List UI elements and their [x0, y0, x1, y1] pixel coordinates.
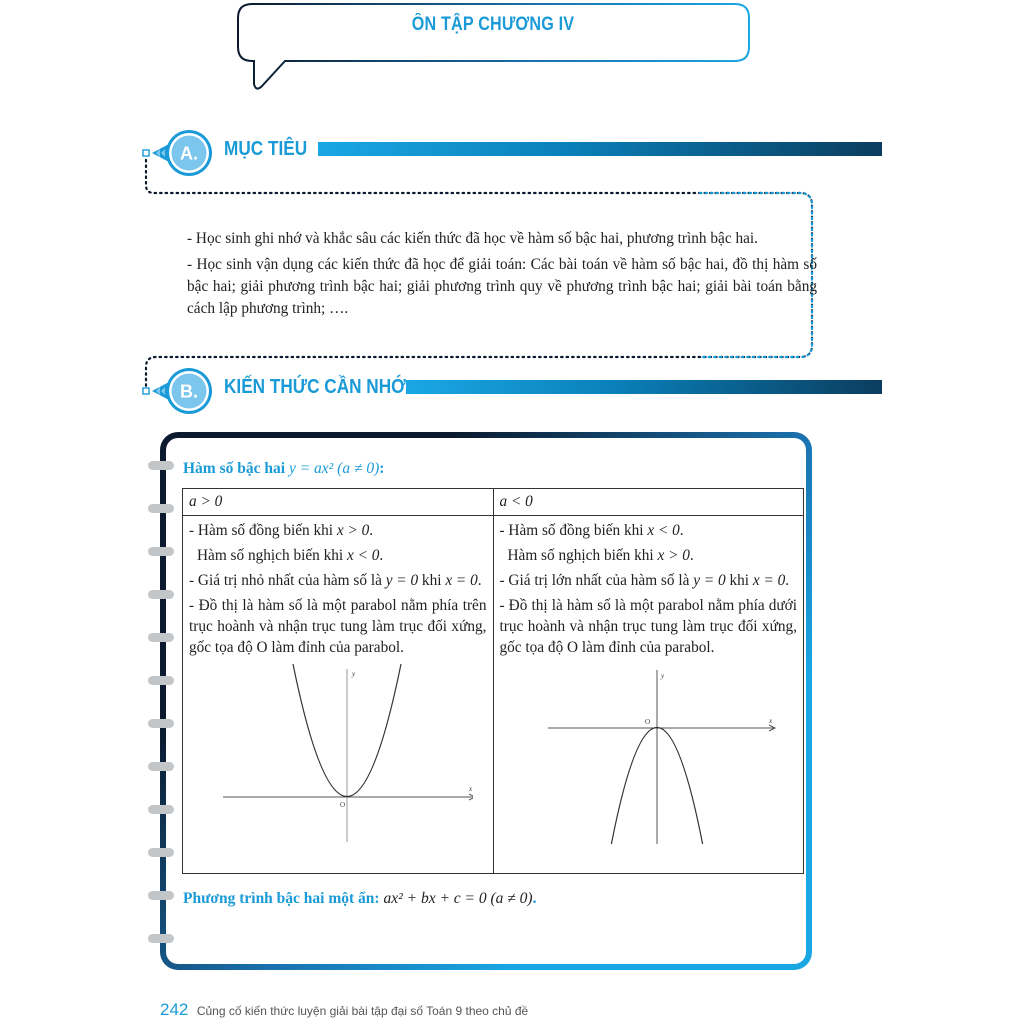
page-footer [160, 1000, 528, 1020]
quadratic-equation-line: Phương trình bậc hai một ẩn: ax² + bx + c = 0 (a ≠ 0). [183, 890, 537, 907]
function-formula: y = ax² (a ≠ 0) [288, 460, 380, 477]
section-b-title: KIẾN THỨC CẦN NHỚ [224, 376, 406, 398]
ring-icon [148, 504, 174, 513]
svg-text:O: O [645, 718, 651, 726]
quadratic-properties-table [182, 488, 804, 874]
column-a-positive: - Hàm số đồng biến khi x > 0. Hàm số nghịch biến khi x < 0. - Giá trị nhỏ nhất của hàm số là y = 0 khi x = 0. - Đồ thị là hàm số là một parabol nằm phía trên trục hoành và nhận trục tung làm trục đối xứng, gốc tọa độ O làm đỉnh của parabol. x y O [183, 516, 494, 874]
svg-text:y: y [351, 670, 355, 678]
ring-icon [148, 762, 174, 771]
header-a-positive: a > 0 [183, 489, 494, 516]
section-b-bar [406, 380, 882, 394]
ring-icon [148, 805, 174, 814]
ring-icon [148, 461, 174, 470]
book-title: Củng cố kiến thức luyện giải bài tập đại số Toán 9 theo chủ đề [196, 1004, 529, 1018]
ring-icon [148, 547, 174, 556]
ring-icon [148, 719, 174, 728]
goal-item: - Học sinh ghi nhớ và khắc sâu các kiến thức đã học về hàm số bậc hai, phương trình bậc hai. [187, 230, 758, 247]
goals-list [187, 228, 817, 324]
ring-icon [148, 848, 174, 857]
svg-text:B.: B. [180, 381, 198, 402]
ring-icon [148, 891, 174, 900]
ring-icon [148, 633, 174, 642]
parabola-down-graph [513, 664, 783, 844]
card-title: Hàm số bậc hai y = ax² (a ≠ 0): [183, 460, 385, 477]
svg-text:x: x [468, 785, 472, 793]
equation-formula: ax² + bx + c = 0 (a ≠ 0) [383, 890, 533, 907]
section-a-title: MỤC TIÊU [224, 138, 308, 160]
svg-text:x: x [769, 717, 773, 725]
chapter-title: ÔN TẬP CHƯƠNG IV [411, 14, 575, 35]
page-number: 242 [160, 1000, 189, 1019]
parabola-up-graph [203, 664, 473, 844]
section-a-bar [318, 142, 882, 156]
ring-icon [148, 590, 174, 599]
svg-text:y: y [661, 672, 665, 680]
ring-icon [148, 676, 174, 685]
ring-icon [148, 934, 174, 943]
svg-text:O: O [339, 801, 345, 809]
header-a-negative: a < 0 [493, 489, 804, 516]
svg-text:A.: A. [180, 143, 198, 164]
column-a-negative: - Hàm số đồng biến khi x < 0. Hàm số nghịch biến khi x > 0. - Giá trị lớn nhất của hàm số là y = 0 khi x = 0. - Đồ thị là hàm số là một parabol nằm phía dưới trục hoành và nhận trục tung làm trục đối xứng, gốc tọa độ O làm đỉnh của parabol. x y O [493, 516, 804, 874]
notebook-rings [148, 0, 178, 1024]
table-header-row [183, 489, 804, 516]
table-row [183, 516, 804, 874]
goal-item: - Học sinh vận dụng các kiến thức đã học để giải toán: Các bài toán về hàm số bậc hai, đồ thị hàm số bậc hai; giải phương trình bậc hai; giải phương trình quy về phương trình bậc hai; giải bài toán bằng cách lập phương trình; …. [187, 256, 817, 317]
section-b-heading [140, 366, 900, 416]
section-a-heading [140, 128, 900, 178]
